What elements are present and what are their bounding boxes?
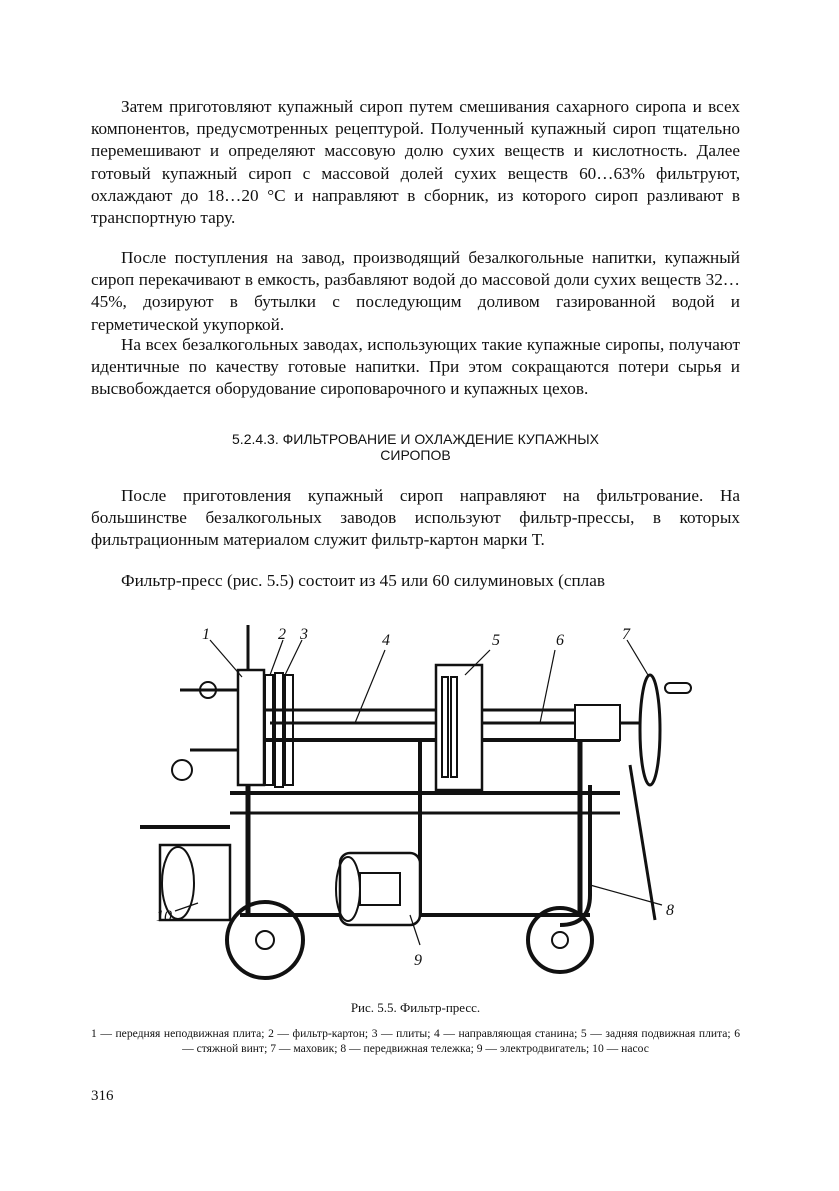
page-number: 316 [91,1088,114,1104]
callout-10: 10 [156,908,172,925]
section-heading-line-1: 5.2.4.3. ФИЛЬТРОВАНИЕ И ОХЛАЖДЕНИЕ КУПАЖНЫХ [232,431,599,447]
callout-4: 4 [382,632,390,649]
paragraph-5: Фильтр-пресс (рис. 5.5) состоит из 45 или 60 силуминовых (сплав [121,571,605,590]
callout-9: 9 [414,952,422,969]
section-heading-line-2: СИРОПОВ [380,447,451,463]
paragraph-1: Затем приготовляют купажный сироп путем смешивания сахарного сиропа и всех компонентов, предусмотренных рецептурой. Полученный купажный сироп тщательно перемешивают и определяют массовую долю сухих веществ и кислотность. Далее готовый купажный сироп с массовой долей сухих веществ 60…63% фильтруют, охлаждают до 18…20 °С и направляют в сборник, из которого сироп разливают в транспортную тару. [91,97,740,228]
callout-8: 8 [666,902,674,919]
paragraph-4: После приготовления купажный сироп направляют на фильтрование. На большинстве безалкогольных заводов используют фильтр-прессы, в которых фильтрационным материалом служит фильтр-картон марки Т. [91,486,740,550]
filter-press-illustration [120,615,740,990]
paragraph-2: После поступления на завод, производящий безалкогольные напитки, купажный сироп перекачивают в емкость, разбавляют водой до массовой доли сухих веществ 32…45%, дозируют в бутылки с последующим доливом газированной водой и герметической укупоркой. [91,248,740,334]
section-heading [91,431,740,463]
callout-5: 5 [492,632,500,649]
callout-7: 7 [622,626,630,643]
figure-caption: Рис. 5.5. Фильтр-пресс. [350,1000,481,1015]
figure-legend: 1 — передняя неподвижная плита; 2 — фильтр-картон; 3 — плиты; 4 — направляющая станина; 5 — задняя подвижная плита; 6 — стяжной винт; 7 — маховик; 8 — передвижная тележка; 9 — электродвигатель; 10 — насос [91,1027,740,1055]
callout-1: 1 [202,626,210,643]
paragraph-3: На всех безалкогольных заводах, использующих такие купажные сиропы, получают идентичные по качеству готовые напитки. При этом сокращаются потери сырья и высвобождается оборудование сироповарочного и купажных цехов. [91,335,740,399]
callout-2: 2 [278,626,286,643]
callout-6: 6 [556,632,564,649]
callout-3: 3 [300,626,308,643]
